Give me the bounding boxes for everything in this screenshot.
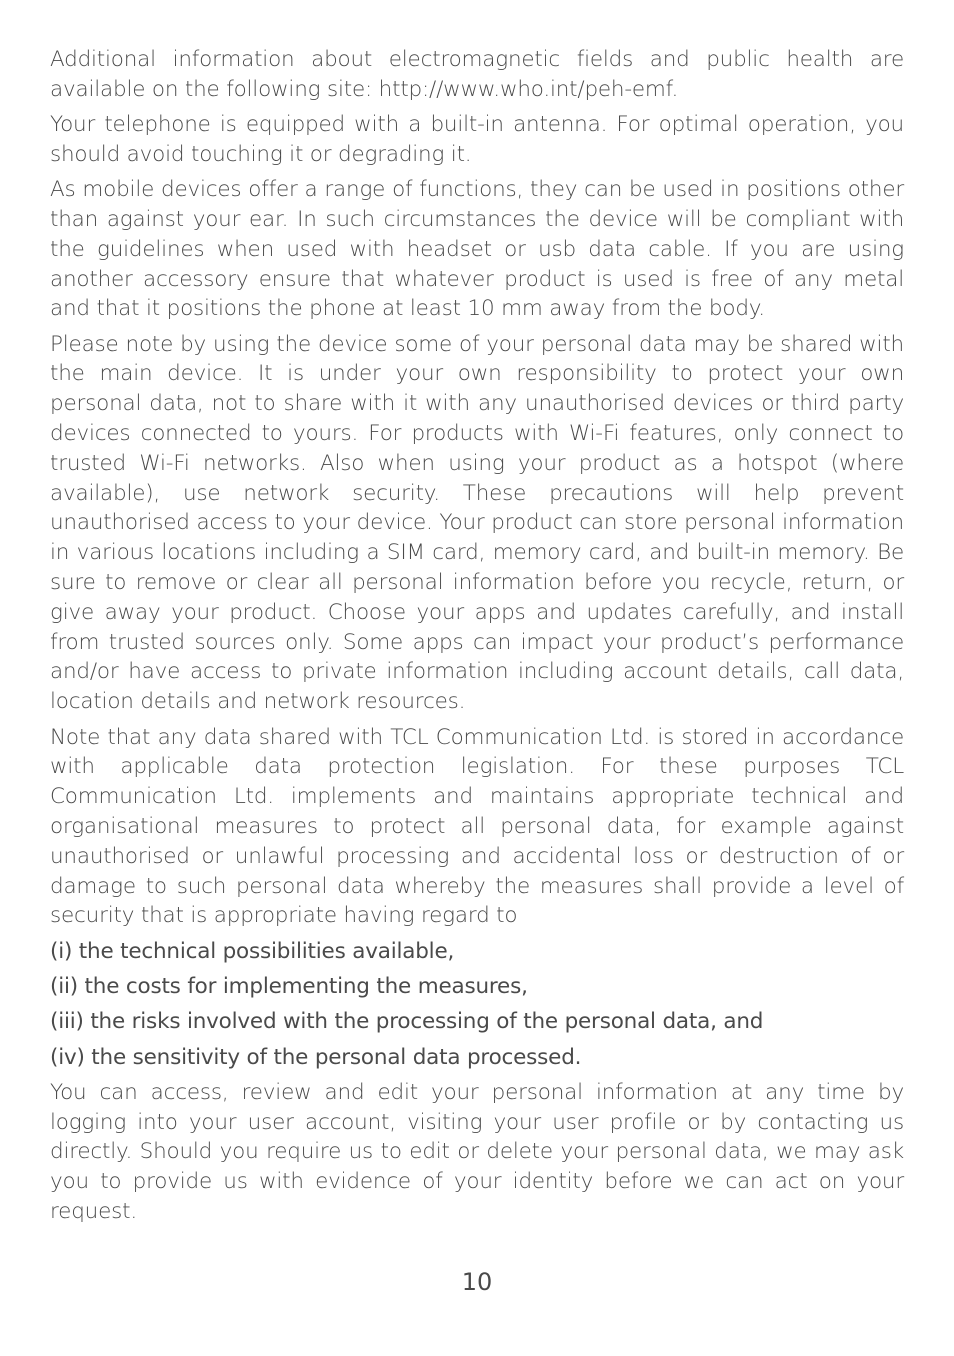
paragraph-body-worn: As mobile devices offer a range of functions, they can be used in positions other than against your ear. In such circumstances the device will be compliant with the guidelines when used with headset or usb data cable. If you are using another accessory ensure that whatever product is used is free of any metal and that it positions the phone at least 10 mm away from the body. (50, 177, 904, 322)
paragraph-antenna: Your telephone is equipped with a built-in antenna. For optimal operation, you should avoid touching it or degrading it. (50, 112, 904, 167)
page-number: 10 (461, 1268, 493, 1296)
paragraph-data-protection: Note that any data shared with TCL Communication Ltd. is stored in accordance with applicable data protection legislation. For these purposes TCL Communication Ltd. implements and maintains appropriate technical and organisational measures to protect all personal data, for example against unauthorised or unlawful processing and accidental loss or destruction of or damage to such personal data whereby the measures shall provide a level of security that is appropriate having regard to (50, 724, 904, 929)
document-body (50, 45, 904, 1232)
paragraph-personal-data: Please note by using the device some of your personal data may be shared with the main device. It is under your own responsibility to protect your own personal data, not to share with it with any unauthorised devices or third party devices connected to yours. For products with Wi-Fi features, only connect to trusted Wi-Fi networks. Also when using your product as a hotspot (where available), use network security. These precautions will help prevent unauthorised access to your device. Your product can store personal information in various locations including a SIM card, memory card, and built-in memory. Be sure to remove or clear all personal information before you recycle, return, or give away your product. Choose your apps and updates carefully, and install from trusted sources only. Some apps can impact your product’s performance and/or have access to private information including account details, call data, location details and network resources. (50, 331, 904, 715)
list-item-technical: (i) the technical possibilities available, (50, 938, 455, 964)
list-item-costs: (ii) the costs for implementing the measures, (50, 973, 528, 999)
paragraph-emf-info: Additional information about electromagnetic fields and public health are available on the following site: http://www.who.int/peh-emf. (50, 47, 904, 102)
paragraph-access-review: You can access, review and edit your personal information at any time by logging into your user account, visiting your user profile or by contacting us directly. Should you require us to edit or delete your personal data, we may ask you to provide us with evidence of your identity before we can act on your request. (50, 1079, 904, 1224)
list-item-sensitivity: (iv) the sensitivity of the personal data processed. (50, 1044, 582, 1070)
list-item-risks: (iii) the risks involved with the processing of the personal data, and (50, 1009, 764, 1035)
